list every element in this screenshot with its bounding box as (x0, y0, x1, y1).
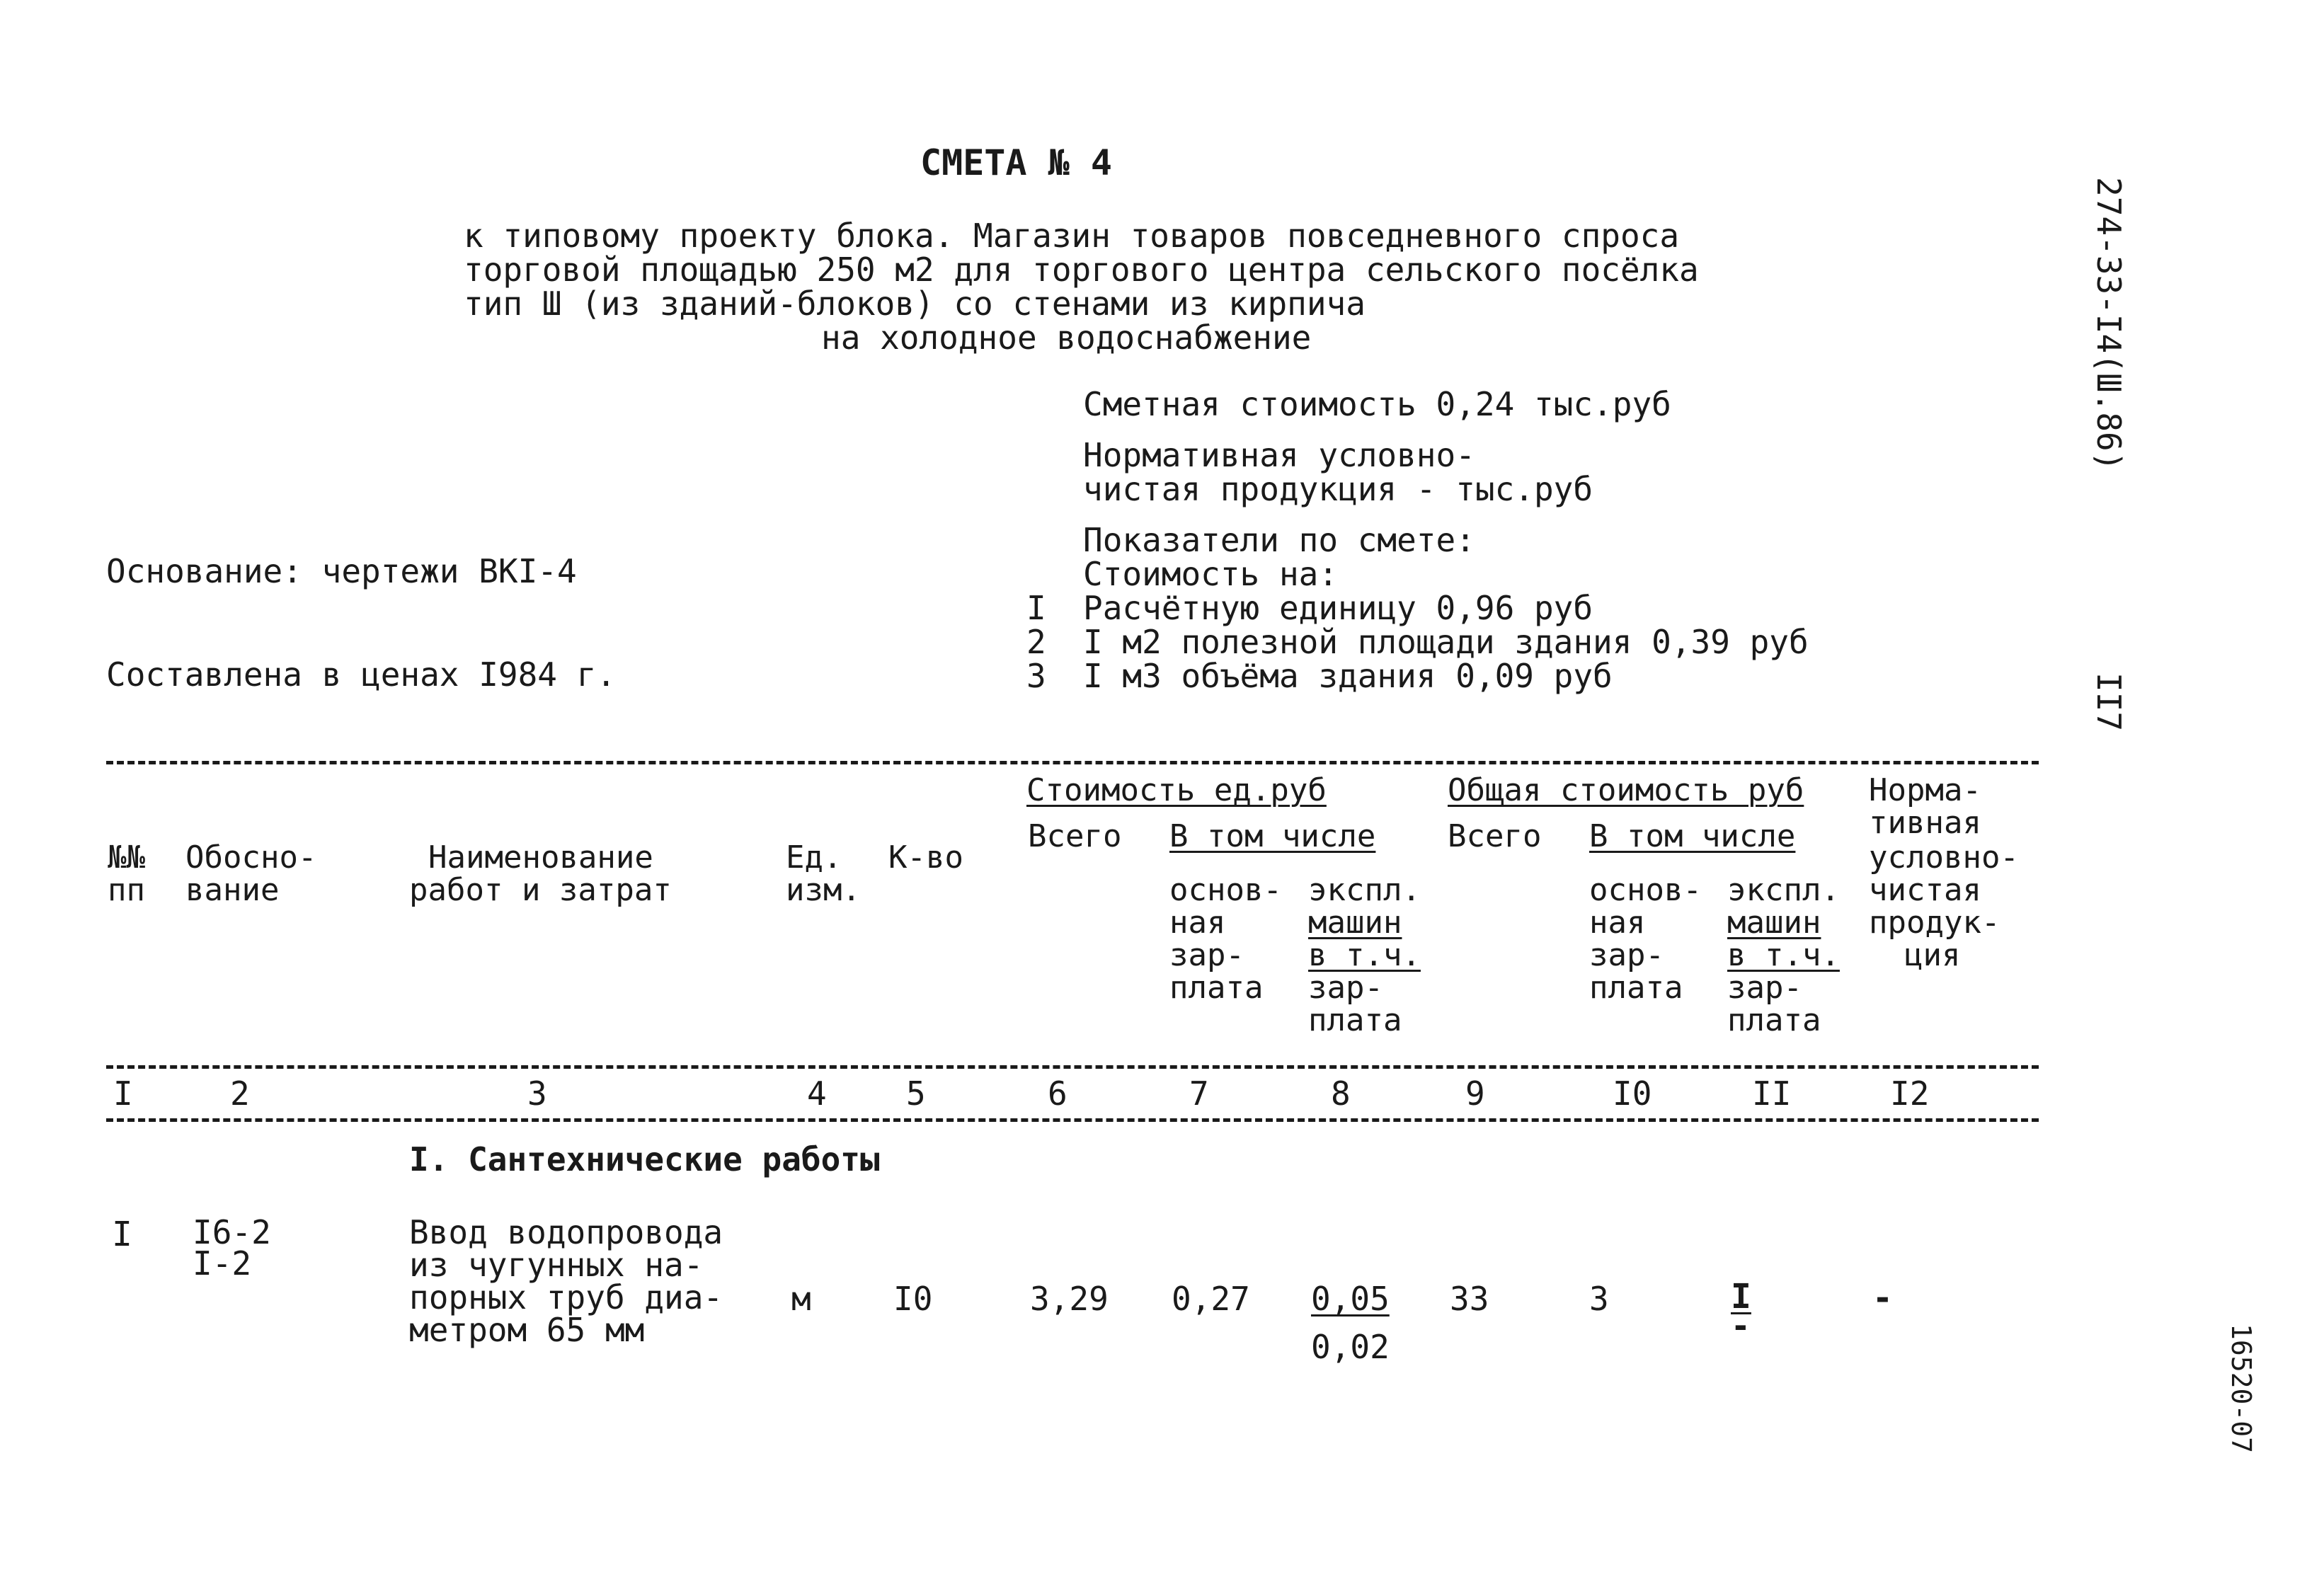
row-unit-mach-wage: 0,02 (1311, 1328, 1390, 1366)
row-name-line-4: метром 65 мм (409, 1311, 645, 1349)
indicator-number: 2 (1026, 623, 1046, 661)
col-header-mach-2: машин (1308, 905, 1402, 941)
col-header-mach-wage-3: плата (1308, 1002, 1402, 1038)
col-header-name-1: Наименование (428, 839, 653, 876)
col-header-total: Всего (1448, 818, 1542, 854)
col-number: I (113, 1074, 133, 1113)
table-top-rule (106, 761, 2039, 764)
column-numbers-rule (106, 1118, 2039, 1122)
col-number: I2 (1890, 1074, 1930, 1113)
col-number: 2 (230, 1074, 250, 1113)
row-unit-mach: 0,05 (1311, 1280, 1390, 1318)
col-number: 6 (1048, 1074, 1067, 1113)
row-basis-line-1: I6-2 (193, 1213, 271, 1251)
col-header-norm-4: чистая (1869, 872, 1981, 908)
col-header-mach-wage-1: в т.ч. (1308, 937, 1421, 973)
estimate-cost: Сметная стоимость 0,24 тыс.руб (1083, 385, 1671, 423)
col-number: 4 (807, 1074, 827, 1113)
page-number: II7 (2090, 672, 2128, 732)
row-unit-total: 3,29 (1030, 1280, 1109, 1318)
col-header-total-mach-1: экспл. (1727, 872, 1840, 908)
indicator-number: I (1026, 589, 1046, 627)
row-total-wage: 3 (1589, 1280, 1609, 1318)
normative-line-1: Нормативная условно- (1083, 436, 1475, 474)
col-header-unit-1: Ед. (786, 839, 842, 876)
col-header-total-wage-4: плата (1589, 970, 1683, 1006)
col-header-basis-1: Обосно- (185, 839, 317, 876)
col-header-name-2: работ и затрат (409, 872, 672, 908)
bottom-code: 16520-07 (2226, 1324, 2257, 1454)
row-qty: I0 (893, 1280, 933, 1318)
indicator-text: I м3 объёма здания 0,09 руб (1083, 657, 1613, 695)
col-header-wage-4: плата (1169, 970, 1264, 1006)
col-header-norm-5: продук- (1869, 905, 2000, 941)
row-unit: м (791, 1280, 811, 1318)
section-heading: I. Сантехнические работы (409, 1140, 880, 1178)
subtitle-line-2: торговой площадью 250 м2 для торгового центра сельского посёлка (464, 251, 1699, 289)
col-header-norm-1: Норма- (1869, 772, 1981, 808)
subtitle-line-1: к типовому проекту блока. Магазин товаров повседневного спроса (464, 217, 1680, 255)
indicators-title: Показатели по смете: (1083, 521, 1475, 559)
row-name-line-1: Ввод водопровода (409, 1213, 723, 1251)
row-num: I (112, 1215, 132, 1254)
col-header-mach-1: экспл. (1308, 872, 1421, 908)
indicator-text: Расчётную единицу 0,96 руб (1083, 589, 1593, 627)
indicator-number: 3 (1026, 657, 1046, 695)
basis-label: Основание: чертежи ВКI-4 (106, 552, 577, 590)
row-basis-line-2: I-2 (193, 1244, 252, 1283)
col-header-norm-6: ция (1904, 937, 1961, 973)
col-header-total-incl: В том числе (1589, 818, 1796, 854)
document-title: СМЕТА № 4 (920, 142, 1112, 183)
side-code: 274-33-I4(Ш.86) (2090, 177, 2128, 471)
col-number: 3 (527, 1074, 547, 1113)
col-header-total-wage-1: основ- (1589, 872, 1702, 908)
col-header-wage-2: ная (1169, 905, 1226, 941)
total-cost-group-header: Общая стоимость руб (1448, 772, 1804, 808)
row-name-line-3: порных труб диа- (409, 1278, 723, 1316)
col-header-mach-wage-2: зар- (1308, 970, 1383, 1006)
row-name-line-2: из чугунных на- (409, 1246, 704, 1284)
col-header-norm-3: условно- (1869, 839, 2019, 876)
row-total-mach: I (1731, 1277, 1751, 1316)
col-number: I0 (1613, 1074, 1652, 1113)
col-header-unit-total: Всего (1028, 818, 1122, 854)
row-norm: - (1872, 1278, 1893, 1318)
col-header-total-mach-wage-3: плата (1727, 1002, 1821, 1038)
col-number: II (1752, 1074, 1792, 1113)
col-number: 9 (1465, 1074, 1485, 1113)
row-total: 33 (1450, 1280, 1489, 1318)
subtitle-line-4: на холодное водоснабжение (821, 319, 1312, 357)
col-header-total-mach-wage-1: в т.ч. (1727, 937, 1840, 973)
col-header-unit-incl: В том числе (1169, 818, 1376, 854)
col-number: 7 (1189, 1074, 1209, 1113)
col-header-num-1: №№ (108, 839, 145, 876)
header-bottom-rule (106, 1065, 2039, 1069)
col-header-num-2: пп (108, 872, 145, 908)
col-header-wage-1: основ- (1169, 872, 1282, 908)
col-header-norm-2: тивная (1869, 805, 1981, 841)
col-header-wage-3: зар- (1169, 937, 1244, 973)
compiled-label: Составлена в ценах I984 г. (106, 655, 617, 694)
cost-on-label: Стоимость на: (1083, 555, 1339, 593)
col-header-total-wage-2: ная (1589, 905, 1646, 941)
indicator-text: I м2 полезной площади здания 0,39 руб (1083, 623, 1809, 661)
col-header-total-mach-wage-2: зар- (1727, 970, 1802, 1006)
subtitle-line-3: тип Ш (из зданий-блоков) со стенами из кирпича (464, 285, 1366, 323)
unit-cost-group-header: Стоимость ед.руб (1026, 772, 1327, 808)
col-number: 5 (906, 1074, 926, 1113)
col-header-qty: К-во (888, 839, 963, 876)
col-number: 8 (1331, 1074, 1351, 1113)
normative-line-2: чистая продукция - тыс.руб (1083, 470, 1593, 508)
col-header-total-mach-2: машин (1727, 905, 1821, 941)
col-header-total-wage-3: зар- (1589, 937, 1664, 973)
col-header-basis-2: вание (185, 872, 280, 908)
row-total-mach-wage: - (1731, 1307, 1751, 1345)
row-unit-wage: 0,27 (1172, 1280, 1250, 1318)
col-header-unit-2: изм. (786, 872, 861, 908)
